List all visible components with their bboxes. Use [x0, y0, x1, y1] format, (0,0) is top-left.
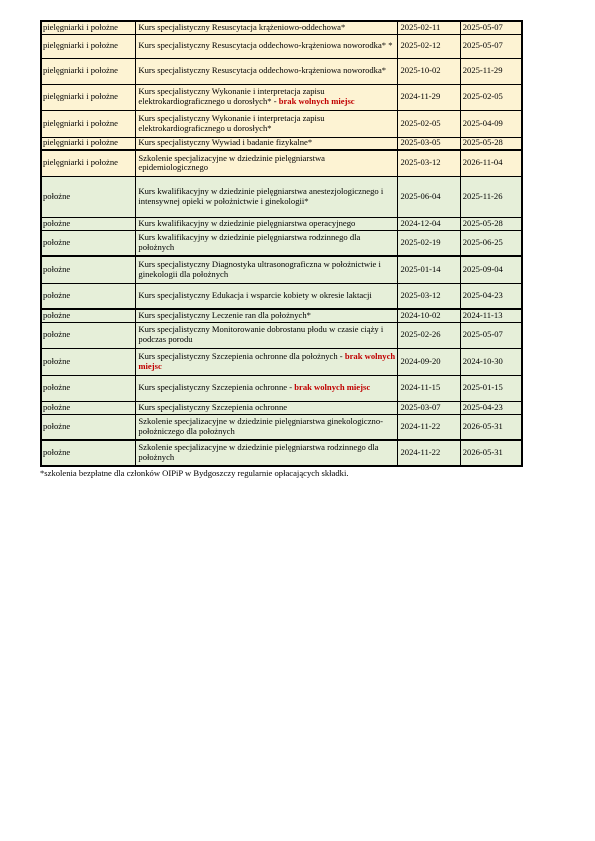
table-row — [41, 110, 522, 137]
table-row — [41, 348, 522, 375]
end-date-cell: 2025-04-23 — [460, 283, 522, 309]
end-date-cell: 2026-05-31 — [460, 440, 522, 466]
end-date-cell: 2025-04-23 — [460, 401, 522, 414]
group-cell: pielęgniarki i położne — [41, 34, 136, 58]
course-cell — [136, 21, 398, 34]
course-name: Kurs specjalistyczny Resuscytacja oddechowo-krążeniowa noworodka* * — [138, 40, 393, 51]
course-cell — [136, 150, 398, 176]
group-cell: położne — [41, 176, 136, 217]
table-row — [41, 283, 522, 309]
start-date-cell: 2024-10-02 — [398, 309, 460, 322]
course-name: Kurs kwalifikacyjny w dziedzinie pielęgniarstwa anestezjologicznego i intensywnej opieki w położnictwie i ginekologii* — [138, 185, 384, 206]
end-date-cell: 2025-09-04 — [460, 256, 522, 283]
end-date-cell: 2025-05-28 — [460, 137, 522, 150]
table-row — [41, 21, 522, 34]
table-row — [41, 34, 522, 58]
start-date-cell: 2025-02-11 — [398, 21, 460, 34]
course-name: Kurs specjalistyczny Edukacja i wsparcie kobiety w okresie laktacji — [138, 289, 372, 300]
no-places-badge: brak wolnych miejsc — [138, 350, 396, 371]
group-cell: pielęgniarki i położne — [41, 137, 136, 150]
group-cell: położne — [41, 440, 136, 466]
course-cell — [136, 401, 398, 414]
table-row — [41, 137, 522, 150]
course-cell — [136, 309, 398, 322]
course-cell — [136, 58, 398, 84]
start-date-cell: 2025-03-07 — [398, 401, 460, 414]
no-places-badge: brak wolnych miejsc — [294, 382, 371, 393]
end-date-cell: 2025-05-07 — [460, 21, 522, 34]
table-row — [41, 375, 522, 401]
start-date-cell: 2024-11-15 — [398, 375, 460, 401]
courses-table-body — [41, 21, 522, 466]
end-date-cell: 2026-05-31 — [460, 414, 522, 440]
table-row — [41, 256, 522, 283]
start-date-cell: 2025-03-12 — [398, 283, 460, 309]
end-date-cell: 2024-11-13 — [460, 309, 522, 322]
start-date-cell: 2024-11-29 — [398, 84, 460, 110]
end-date-cell: 2024-10-30 — [460, 348, 522, 375]
group-cell: położne — [41, 375, 136, 401]
course-name: Kurs specjalistyczny Wywiad i badanie fizykalne* — [138, 137, 313, 148]
start-date-cell: 2025-01-14 — [398, 256, 460, 283]
course-cell — [136, 34, 398, 58]
table-row — [41, 309, 522, 322]
course-cell — [136, 110, 398, 137]
course-name: Kurs specjalistyczny Szczepienia ochronne - — [138, 382, 295, 393]
course-cell — [136, 440, 398, 466]
start-date-cell: 2025-10-02 — [398, 58, 460, 84]
group-cell: położne — [41, 283, 136, 309]
table-row — [41, 58, 522, 84]
start-date-cell: 2024-09-20 — [398, 348, 460, 375]
group-cell: położne — [41, 322, 136, 348]
start-date-cell: 2025-02-19 — [398, 230, 460, 256]
start-date-cell: 2025-03-05 — [398, 137, 460, 150]
end-date-cell: 2025-05-07 — [460, 322, 522, 348]
table-row — [41, 150, 522, 176]
table-row — [41, 230, 522, 256]
course-name: Szkolenie specjalizacyjne w dziedzinie pielęgniarstwa ginekologiczno-położniczego dla położnych — [138, 416, 383, 436]
group-cell: pielęgniarki i położne — [41, 84, 136, 110]
table-row — [41, 84, 522, 110]
group-cell: położne — [41, 401, 136, 414]
start-date-cell: 2025-06-04 — [398, 176, 460, 217]
start-date-cell: 2024-11-22 — [398, 414, 460, 440]
group-cell: położne — [41, 230, 136, 256]
table-row — [41, 322, 522, 348]
course-name: Kurs specjalistyczny Monitorowanie dobrostanu płodu w czasie ciąży i podczas porodu — [138, 324, 384, 344]
course-name: Kurs kwalifikacyjny w dziedzinie pielęgniarstwa rodzinnego dla położnych — [138, 232, 361, 252]
end-date-cell: 2025-05-07 — [460, 34, 522, 58]
course-name: Kurs specjalistyczny Szczepienia ochronne dla położnych - — [138, 350, 345, 361]
group-cell: położne — [41, 414, 136, 440]
course-cell — [136, 137, 398, 150]
course-cell — [136, 217, 398, 230]
group-cell: pielęgniarki i położne — [41, 58, 136, 84]
start-date-cell: 2025-02-05 — [398, 110, 460, 137]
start-date-cell: 2024-11-22 — [398, 440, 460, 466]
end-date-cell: 2025-06-25 — [460, 230, 522, 256]
course-name: Kurs specjalistyczny Resuscytacja krążeniowo-oddechowa* — [138, 21, 346, 32]
end-date-cell: 2026-11-04 — [460, 150, 522, 176]
course-cell — [136, 256, 398, 283]
group-cell: położne — [41, 348, 136, 375]
group-cell: pielęgniarki i położne — [41, 21, 136, 34]
start-date-cell: 2024-12-04 — [398, 217, 460, 230]
table-row — [41, 440, 522, 466]
footnote: *szkolenia bezpłatne dla członków OIPiP w Bydgoszczy regularnie opłacających składki. — [40, 468, 349, 478]
group-cell: pielęgniarki i położne — [41, 110, 136, 137]
course-cell — [136, 283, 398, 309]
group-cell: położne — [41, 217, 136, 230]
group-cell: położne — [41, 256, 136, 283]
course-name: Kurs specjalistyczny Wykonanie i interpretacja zapisu elektrokardiograficznego u dorosłych* - — [138, 86, 325, 106]
course-name: Szkolenie specjalizacyjne w dziedzinie pielęgniarstwa epidemiologicznego — [138, 152, 325, 173]
course-name: Kurs specjalistyczny Resuscytacja oddechowo-krążeniowa noworodka* — [138, 65, 387, 76]
end-date-cell: 2025-04-09 — [460, 110, 522, 137]
course-cell — [136, 230, 398, 256]
start-date-cell: 2025-02-26 — [398, 322, 460, 348]
course-cell — [136, 414, 398, 440]
table-row — [41, 414, 522, 440]
table-row — [41, 401, 522, 414]
group-cell: położne — [41, 309, 136, 322]
end-date-cell: 2025-05-28 — [460, 217, 522, 230]
end-date-cell: 2025-11-29 — [460, 58, 522, 84]
course-cell — [136, 375, 398, 401]
course-name: Szkolenie specjalizacyjne w dziedzinie pielęgniarstwa rodzinnego dla położnych — [138, 442, 379, 462]
table-row — [41, 176, 522, 217]
end-date-cell: 2025-11-26 — [460, 176, 522, 217]
course-name: Kurs specjalistyczny Diagnostyka ultrasonograficzna w położnictwie i ginekologii dla położnych — [138, 259, 381, 279]
course-cell — [136, 322, 398, 348]
group-cell: pielęgniarki i położne — [41, 150, 136, 176]
course-cell — [136, 348, 398, 375]
course-name: Kurs kwalifikacyjny w dziedzinie pielęgniarstwa operacyjnego — [138, 217, 356, 228]
course-cell — [136, 176, 398, 217]
table-row — [41, 217, 522, 230]
courses-table — [40, 20, 523, 467]
end-date-cell: 2025-01-15 — [460, 375, 522, 401]
course-name: Kurs specjalistyczny Leczenie ran dla położnych* — [138, 309, 311, 320]
end-date-cell: 2025-02-05 — [460, 84, 522, 110]
course-name: Kurs specjalistyczny Szczepienia ochronne — [138, 401, 288, 412]
start-date-cell: 2025-02-12 — [398, 34, 460, 58]
course-cell — [136, 84, 398, 110]
course-name: Kurs specjalistyczny Wykonanie i interpretacja zapisu elektrokardiograficznego u dorosłych* — [138, 112, 325, 133]
start-date-cell: 2025-03-12 — [398, 150, 460, 176]
no-places-badge: brak wolnych miejsc — [278, 96, 355, 106]
